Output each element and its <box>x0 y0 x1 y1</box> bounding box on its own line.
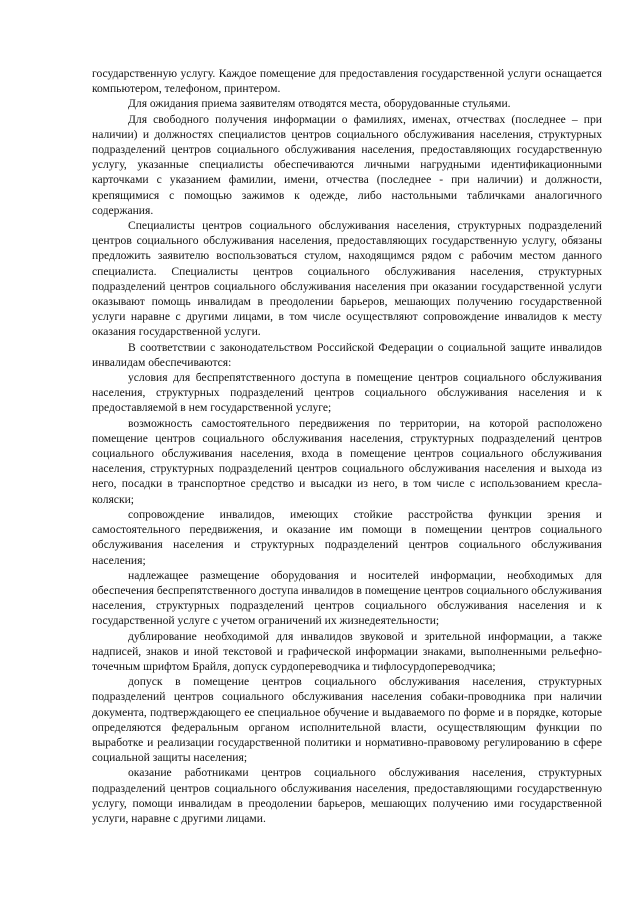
paragraph-continuation: государственную услугу. Каждое помещение для предоставления государственной услуги оснащается компьютером, телефоном, принтером. <box>92 67 602 96</box>
list-item-movement: возможность самостоятельного передвижения по территории, на которой расположено помещение центров социального обслуживания населения, структурных подразделений центров социального обслуживания населения, входа в помещение центров социального обслуживания населения, структурных подразделений центров социального обслуживания населения и выхода из него, посадки в транспортное средство и высадки из него, в том числе с использованием кресла-коляски; <box>92 416 602 506</box>
list-item-braille-duplication: дублирование необходимой для инвалидов звуковой и зрительной информации, а также надписей, знаков и иной текстовой и графической информации знаками, выполненными рельефно-точечным шрифтом Брайля, допуск сурдопереводчика и тифлосурдопереводчика; <box>92 629 602 673</box>
list-item-guide-dog: допуск в помещение центров социального обслуживания населения, структурных подразделений центров социального обслуживания населения собаки-проводника при наличии документа, подтверждающего ее специальное обучение и выдаваемого по форме и в порядке, которые определяются федеральным органом исполнительной власти, осуществляющим функции по выработке и реализации государственной политики и нормативно-правовому регулированию в сфере социальной защиты населения; <box>92 675 602 765</box>
paragraph-id-cards: Для свободного получения информации о фамилиях, именах, отчествах (последнее – при наличии) и должностях специалистов центров социального обслуживания населения, структурных подразделений центров социального обслуживания населения, предоставляющих государственную услугу, указанные специалисты обеспечиваются личными нагрудными идентификационными карточками с указанием фамилии, имени, отчества (последнее - при наличии) и должности, крепящимися с помощью зажимов к одежде, либо настольными табличками аналогичного содержания. <box>92 112 602 217</box>
document-page <box>92 66 602 826</box>
paragraph-specialists-assistance: Специалисты центров социального обслуживания населения, структурных подразделений центров социального обслуживания населения, предоставляющих государственную услугу, обязаны предложить заявителю воспользоваться стулом, находящимся рядом с рабочим местом данного специалиста. Специалисты центров социального обслуживания населения, структурных подразделений центров социального обслуживания населения при оказании государственной услуги оказывают помощь инвалидам в преодолении барьеров, мешающих получению государственной услуги наравне с другими лицами, в том числе осуществляют сопровождение инвалидов к месту оказания государственной услуги. <box>92 219 602 339</box>
list-item-access-conditions: условия для беспрепятственного доступа в помещение центров социального обслуживания населения, структурных подразделений центров социального обслуживания населения и к предоставляемой в нем государственной услуге; <box>92 371 602 415</box>
list-item-staff-assistance: оказание работниками центров социального обслуживания населения, структурных подразделений центров социального обслуживания населения, предоставляющими государственную услугу, помощи инвалидам в преодолении барьеров, мешающих получению ими государственной услуги, наравне с другими лицами. <box>92 766 602 825</box>
list-item-equipment-placement: надлежащее размещение оборудования и носителей информации, необходимых для обеспечения беспрепятственного доступа инвалидов в помещение центров социального обслуживания населения, структурных подразделений центров социального обслуживания населения и к государственной услуге с учетом ограничений их жизнедеятельности; <box>92 568 602 628</box>
list-item-escort: сопровождение инвалидов, имеющих стойкие расстройства функции зрения и самостоятельного передвижения, и оказание им помощи в помещении центров социального обслуживания населения и структурных подразделений центров социального обслуживания населения; <box>92 507 602 567</box>
paragraph-legislation-intro: В соответствии с законодательством Российской Федерации о социальной защите инвалидов инвалидам обеспечиваются: <box>92 340 602 369</box>
paragraph-waiting-seats: Для ожидания приема заявителям отводятся места, оборудованные стульями. <box>128 97 511 111</box>
